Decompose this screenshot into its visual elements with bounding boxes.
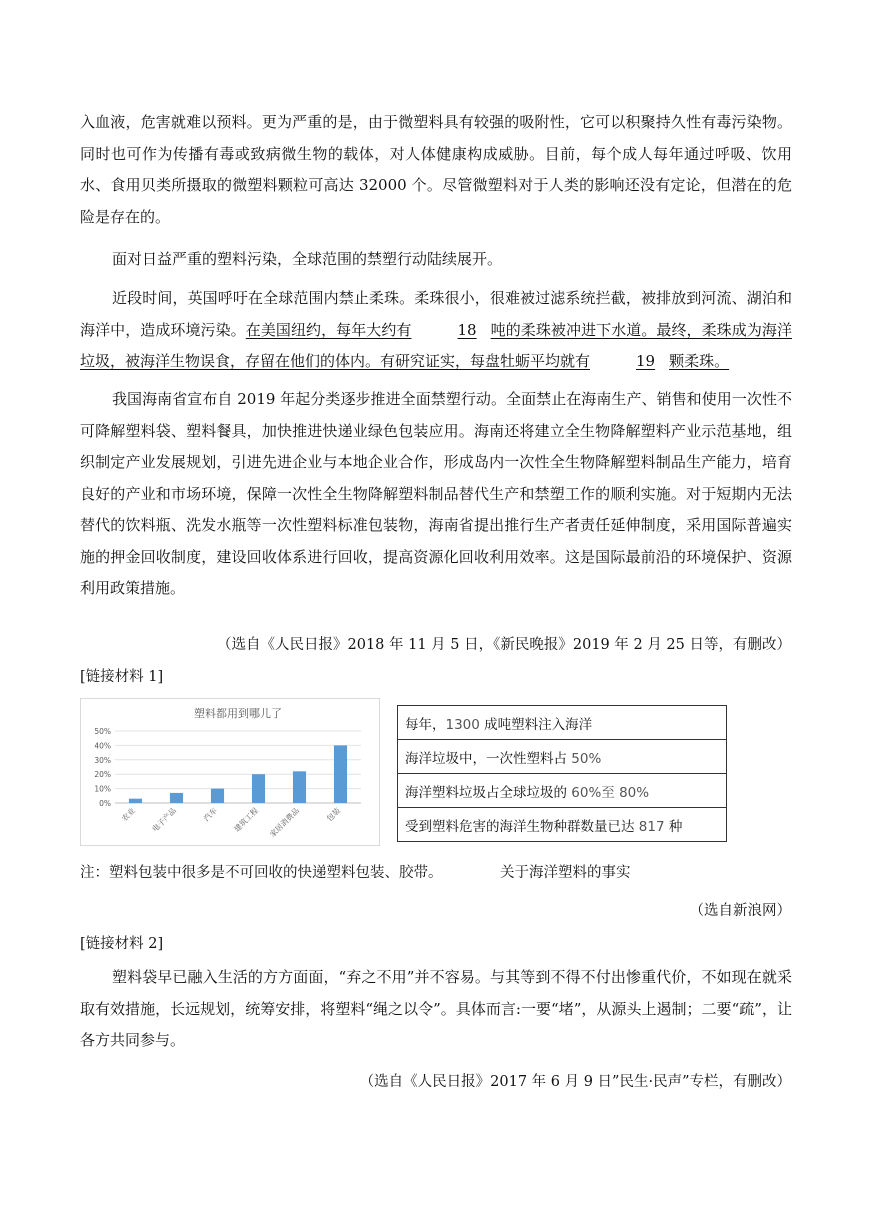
blank-value-19: 19 xyxy=(636,352,656,370)
underlined-sentence-1: 在美国纽约，每年大约有 xyxy=(245,320,412,339)
x-tick-label: 汽车 xyxy=(201,806,219,824)
fact-row: 受到塑料危害的海洋生物种群数量已达 817 种 xyxy=(398,808,727,842)
y-tick-label: 10% xyxy=(94,784,111,794)
blank-value-18: 18 xyxy=(457,320,477,339)
y-tick-label: 20% xyxy=(94,770,111,780)
source-citation-2: （选自新浪网） xyxy=(689,903,791,919)
bar xyxy=(334,745,347,803)
x-tick-label: 包装 xyxy=(324,806,342,824)
underlined-sentence-2: 吨的柔珠被冲进下水道。最终，柔珠成为海洋垃圾，被海洋生物误食，存留在他们的体内。有研究证实，每盘牡蛎平均就有 xyxy=(80,320,792,370)
plastic-usage-chart xyxy=(80,698,380,846)
y-tick-label: 40% xyxy=(94,741,111,751)
link-material-2-label: [链接材料 2] xyxy=(80,936,164,952)
x-tick-label: 建筑工程 xyxy=(232,806,260,834)
bar xyxy=(129,799,142,803)
bar-chart-svg xyxy=(81,699,379,845)
paragraph-hainan: 我国海南省宣布自 2019 年起分类逐步推进全面禁塑行动。全面禁止在海南生产、销售和使用一次性不可降解塑料袋、塑料餐具，加快推进快递业绿色包装应用。海南还将建立全生物降解塑料产业示范基地，组织制定产业发展规划，引进先进企业与本地企业合作，形成岛内一次性全生物降解塑料制品生产能力，培育良好的产业和市场环境，保障一次性全生物降解塑料制品替代生产和禁塑工作的顺利实施。对于短期内无法替代的饮料瓶、洗发水瓶等一次性塑料标准包装物，海南省提出推行生产者责任延伸制度，采用国际普遍实施的押金回收制度，建设回收体系进行回收，提高资源化回收利用效率。这是国际最前沿的环境保护、资源利用政策措施。 xyxy=(80,390,792,597)
facts-caption: 关于海洋塑料的事实 xyxy=(500,865,631,881)
x-tick-label: 电子产品 xyxy=(150,806,178,834)
x-tick-label: 家居消费品 xyxy=(268,806,301,839)
bar xyxy=(293,771,306,803)
source-citation-1: （选自《人民日报》2018 年 11 月 5 日，《新民晚报》2019 年 2 月 25 日等，有删改） xyxy=(217,637,791,653)
x-tick-label: 农业 xyxy=(119,806,137,824)
chart-title: 塑料都用到哪儿了 xyxy=(194,707,282,720)
paragraph-global-ban: 面对日益严重的塑料污染，全球范围的禁塑行动陆续展开。 xyxy=(112,250,503,268)
source-citation-3: （选自《人民日报》2017 年 6 月 9 日”民生·民声”专栏，有删改） xyxy=(359,1074,791,1090)
ocean-plastic-facts-table xyxy=(397,705,727,842)
fact-row: 每年，1300 成吨塑料注入海洋 xyxy=(398,706,727,740)
bar xyxy=(252,774,265,803)
chart-note: 注：塑料包装中很多是不可回收的快递塑料包装、胶带。 xyxy=(80,865,443,881)
paragraph-microplastics: 入血液，危害就难以预料。更为严重的是，由于微塑料具有较强的吸附性，它可以积聚持久性有毒污染物。同时也可作为传播有毒或致病微生物的载体，对人体健康构成威胁。目前，每个成人每年通过呼吸、饮用水、食用贝类所摄取的微塑料颗粒可高达 32000 个。尽管微塑料对于人类的影响还没有定论，但潜在的危险是存在的。 xyxy=(80,113,792,226)
microbeads-intro: 近段时间，英国呼吁在全球范围内禁止柔珠。柔珠很小，很难被过滤系统拦截，被排放到河流、湖泊和海洋中，造成环境污染。 xyxy=(80,289,792,339)
y-tick-label: 30% xyxy=(94,755,111,765)
paragraph-plastic-bags: 塑料袋早已融入生活的方方面面，“弃之不用”并不容易。与其等到不得不付出惨重代价，不如现在就采取有效措施，长远规划，统筹安排，将塑料“绳之以令”。具体而言:一要“堵”，从源头上遏制；二要“疏”，让各方共同参与。 xyxy=(80,968,792,1049)
paragraph-microbeads xyxy=(80,283,792,378)
y-tick-label: 50% xyxy=(94,727,111,736)
bar xyxy=(211,789,224,803)
y-tick-label: 0% xyxy=(99,799,111,808)
fact-row: 海洋塑料垃圾占全球垃圾的 60%至 80% xyxy=(398,774,727,808)
bar xyxy=(170,793,183,803)
fact-row: 海洋垃圾中，一次性塑料占 50% xyxy=(398,740,727,774)
link-material-1-label: [链接材料 1] xyxy=(80,669,164,685)
underlined-sentence-3: 颗柔珠。 xyxy=(669,352,730,370)
